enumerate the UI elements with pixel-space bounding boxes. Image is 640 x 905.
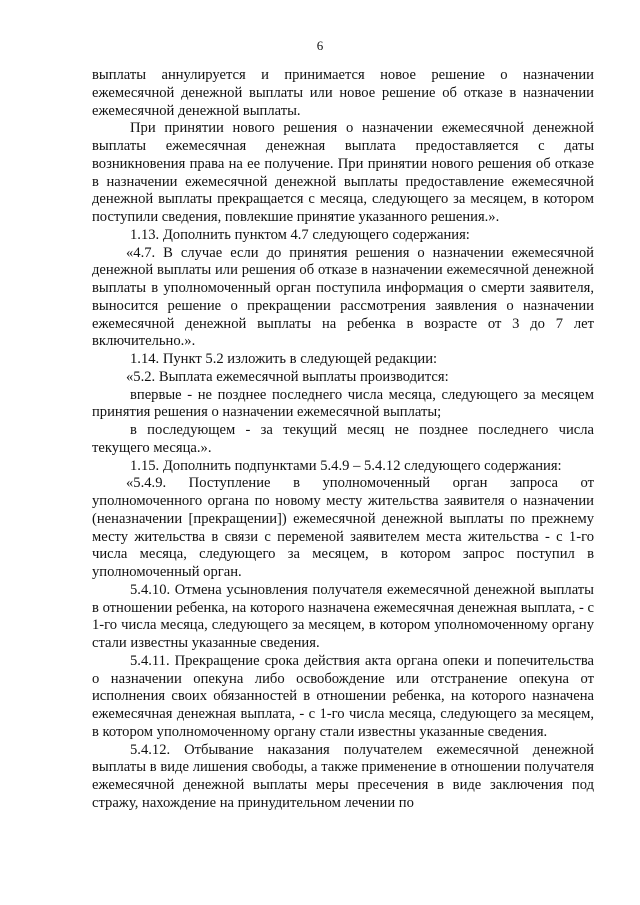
paragraph-item-5-4-11: 5.4.11. Прекращение срока действия акта органа опеки и попечительства о назначении опекуна либо освобождение или отстранение опекуна от исполнения своих обязанностей в отношении ребенка, на которого назначена ежемесячная денежная выплата, - с 1-го числа месяца, следующего за месяцем, в котором уполномоченному органу стали известны указанные сведения. (92, 652, 594, 740)
paragraph-item-1-15: 1.15. Дополнить подпунктами 5.4.9 – 5.4.12 следующего содержания: (130, 457, 562, 474)
paragraph-item-1-13: 1.13. Дополнить пунктом 4.7 следующего содержания: (130, 226, 470, 243)
paragraph-item-4-7: «4.7. В случае если до принятия решения о назначении ежемесячной денежной выплаты или решения об отказе в назначении ежемесячной денежной выплаты в уполномоченный орган поступила информация о смерти заявителя, выносится решение о прекращении рассмотрения заявления о назначении ежемесячной денежной выплаты на ребенка в возрасте от 3 до 7 лет включительно.». (92, 244, 594, 350)
paragraph-subsequent-payment: в последующем - за текущий месяц не позднее последнего числа текущего месяца.». (92, 422, 594, 456)
paragraph-item-5-4-10: 5.4.10. Отмена усыновления получателя ежемесячной денежной выплаты в отношении ребенка, на которого назначена ежемесячная денежная выплата, - с 1-го числа месяца, следующего за месяцем, в котором уполномоченному органу стали известны указанные сведения. (92, 581, 594, 651)
paragraph-item-5-2: «5.2. Выплата ежемесячной выплаты производится: (126, 368, 449, 385)
document-body (92, 67, 594, 813)
paragraph-item-5-4-12: 5.4.12. Отбывание наказания получателем ежемесячной денежной выплаты в виде лишения свободы, а также применение в отношении получателя ежемесячной денежной выплаты меры пресечения в виде заключения под стражу, нахождение на принудительном лечении по (92, 741, 594, 811)
paragraph-item-1-14: 1.14. Пункт 5.2 изложить в следующей редакции: (130, 351, 438, 367)
paragraph-new-decision: При принятии нового решения о назначении ежемесячной денежной выплаты ежемесячная денежная выплата предоставляется с даты возникновения права на ее получение. При принятии нового решения об отказе в назначении ежемесячной денежной выплаты предоставление ежемесячной денежной выплаты прекращается с месяца, следующего за месяцем, в котором поступили сведения, повлекшие принятие указанного решения.». (92, 120, 594, 225)
paragraph-continuation: выплаты аннулируется и принимается новое решение о назначении ежемесячной денежной выплаты или новое решение об отказе в назначении ежемесячной денежной выплаты. (92, 67, 594, 119)
paragraph-item-5-4-9: «5.4.9. Поступление в уполномоченный орган запроса от уполномоченного органа по новому месту жительства заявителя о назначении (неназначении [прекращении]) ежемесячной денежной выплаты по прежнему месту жительства в связи с переменой заявителем места жительства - с 1-го числа месяца, следующего за месяцем, в котором запрос поступил в уполномоченный орган. (92, 475, 594, 580)
paragraph-first-payment: впервые - не позднее последнего числа месяца, следующего за месяцем принятия решения о назначении ежемесячной выплаты; (92, 386, 594, 421)
page-number: 6 (316, 38, 324, 53)
